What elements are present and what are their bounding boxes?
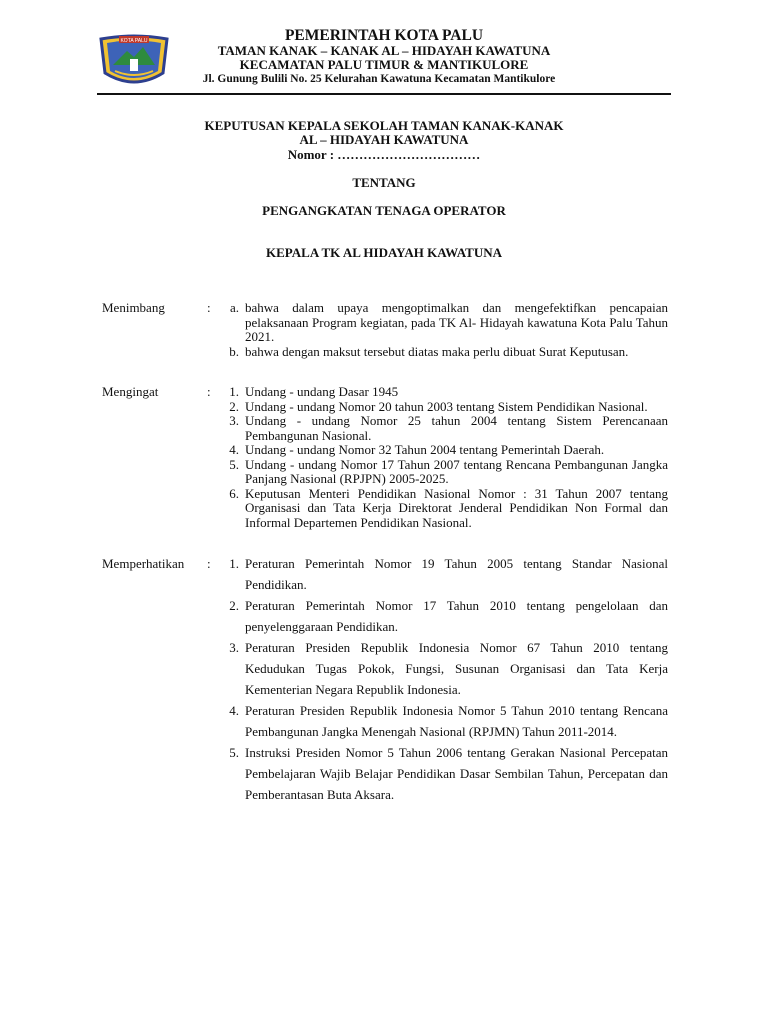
section-memperhatikan [102,553,668,805]
letterhead [168,27,600,87]
letterhead-school: TAMAN KANAK – KANAK AL – HIDAYAH KAWATUNA [217,43,551,58]
list-item [102,637,668,700]
list-item [102,414,668,443]
letterhead-address: Jl. Gunung Bulili No. 25 Kelurahan Kawatuna Kecamatan Mantikulore [202,73,556,85]
item-text: Peraturan Presiden Republik Indonesia Nomor 67 Tahun 2010 tentang Kedudukan Tugas Pokok, Fungsi, Susunan Organisasi dan Tata Kerja Kementerian Negara Republik Indonesia. [245,640,668,697]
list-item [102,443,668,458]
item-number: a. [229,300,239,315]
section-mengingat [102,385,668,530]
list-item [102,400,668,415]
item-text: Undang - undang Dasar 1945 [245,384,399,399]
item-number: 5. [229,745,239,760]
item-text: Peraturan Pemerintah Nomor 19 Tahun 2005 tentang Standar Nasional Pendidikan. [245,556,668,592]
item-number: 6. [229,485,239,501]
item-text: Instruksi Presiden Nomor 5 Tahun 2006 tentang Gerakan Nasional Percepatan Pembelajaran Wajib Belajar Pendidikan Dasar Sembilan Tahun, Percepatan dan Pemberantasan Buta Aksara. [245,745,668,802]
item-text: Undang - undang Nomor 32 Tahun 2004 tentang Pemerintah Daerah. [245,442,605,457]
item-number: 2. [229,398,239,414]
item-number: 4. [229,703,239,718]
decree-issuer: KEPALA TK AL HIDAYAH KAWATUNA [266,245,502,260]
decree-title: KEPUTUSAN KEPALA SEKOLAH TAMAN KANAK-KANAK [204,118,564,133]
item-number: 3. [229,413,239,428]
letterhead-divider [97,93,671,95]
item-number: 2. [229,598,239,613]
section-label: Menimbang [102,300,165,315]
list-item [102,742,668,805]
svg-text:KOTA PALU: KOTA PALU [120,38,148,44]
list-item [102,458,668,487]
separator: : [207,300,211,315]
item-number: 1. [229,556,239,571]
item-number: b. [229,343,239,359]
item-text: Undang - undang Nomor 25 tahun 2004 tentang Sistem Perencanaan Pembangunan Nasional. [245,413,668,443]
separator: : [207,556,211,571]
tentang-heading: TENTANG [352,175,416,190]
list-item [102,595,668,637]
list-item [102,345,668,360]
item-text: bahwa dalam upaya mengoptimalkan dan mengefektifkan pencapaian pelaksanaan Program kegiatan, pada TK Al- Hidayah kawatuna Kota Palu Tahun 2021. [245,300,668,344]
list-item [102,553,668,595]
list-item [102,301,668,345]
section-menimbang [102,301,668,359]
list-item [102,700,668,742]
item-text: Keputusan Menteri Pendidikan Nasional Nomor : 31 Tahun 2007 tentang Organisasi dan Tata Kerja Direktorat Jenderal Pendidikan Non Formal dan Informal Departemen Pendidikan Nasional. [245,485,668,530]
separator: : [207,384,211,399]
item-text: Peraturan Pemerintah Nomor 17 Tahun 2010 tentang pengelolaan dan penyelenggaraan Pendidikan. [245,598,668,634]
item-text: bahwa dengan maksut tersebut diatas maka perlu dibuat Surat Keputusan. [245,343,629,359]
item-number: 1. [229,384,239,399]
section-label: Memperhatikan [102,556,185,571]
item-text: Peraturan Presiden Republik Indonesia Nomor 5 Tahun 2010 tentang Rencana Pembangunan Jangka Menengah Nasional (RPJMN) Tahun 2011-2014. [245,703,668,739]
list-item [102,385,668,400]
decree-title-school: AL – HIDAYAH KAWATUNA [299,132,469,147]
section-label: Mengingat [102,384,159,399]
item-text: Undang - undang Nomor 17 Tahun 2007 tentang Rencana Pembangunan Jangka Panjang Nasional (RPJPN) 2005-2025. [245,456,668,486]
item-text: Undang - undang Nomor 20 tahun 2003 tentang Sistem Pendidikan Nasional. [245,398,648,414]
decree-subject: PENGANGKATAN TENAGA OPERATOR [262,203,506,218]
decree-number: Nomor : …………………………… [287,147,481,162]
item-number: 3. [229,640,239,655]
letterhead-government: PEMERINTAH KOTA PALU [284,27,484,44]
item-number: 4. [229,442,239,457]
item-number: 5. [229,456,239,472]
letterhead-district: KECAMATAN PALU TIMUR & MANTIKULORE [239,57,529,72]
list-item [102,487,668,531]
